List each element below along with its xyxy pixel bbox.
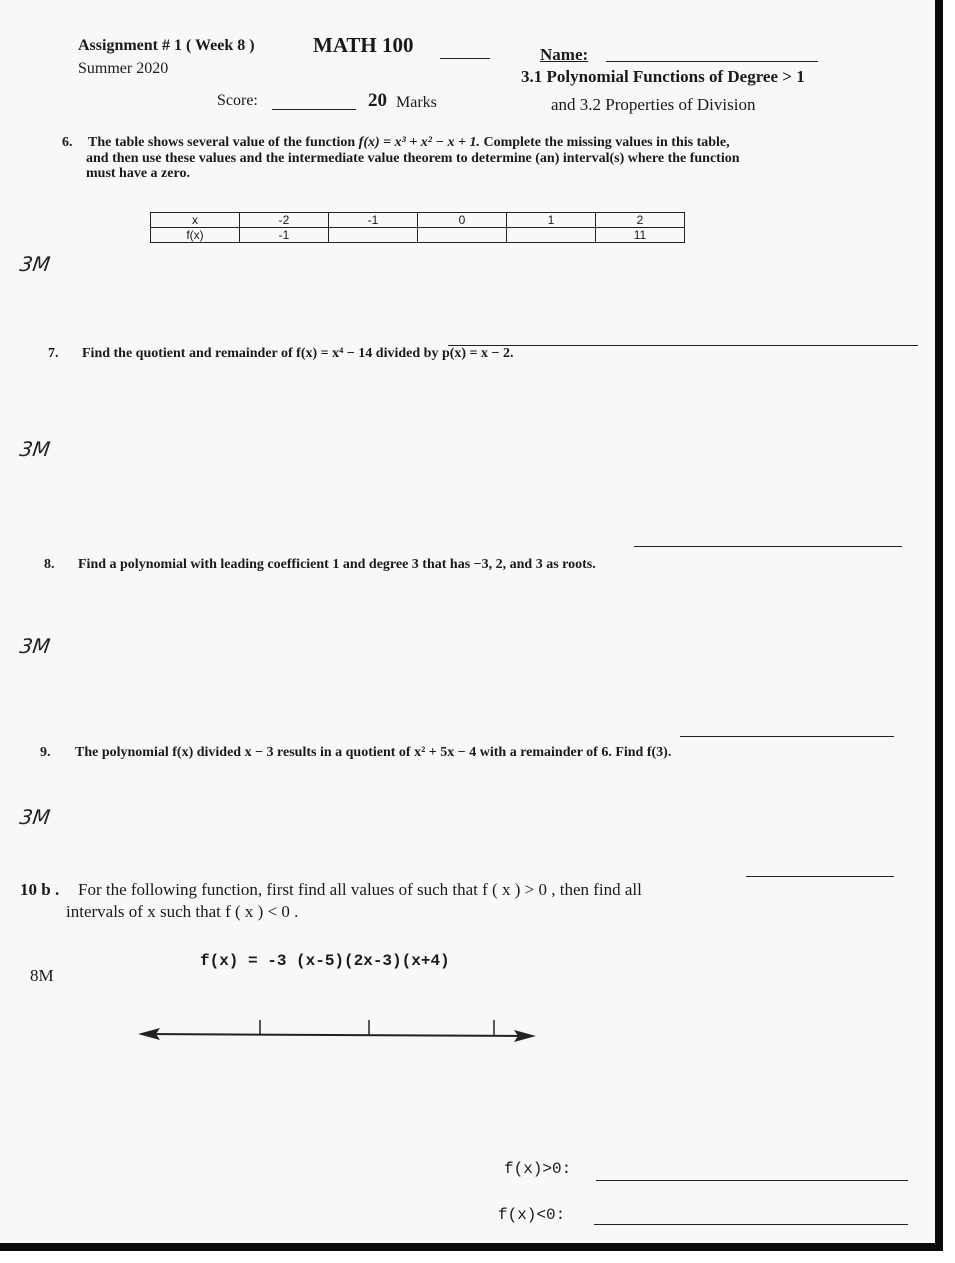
q7-marks: 3M <box>18 437 52 461</box>
q10-marks: 8M <box>30 966 54 985</box>
x-cell: -2 <box>240 213 329 228</box>
table-row-fx <box>151 228 685 243</box>
name-label: Name: <box>540 45 589 64</box>
fx-cell-blank[interactable] <box>507 228 596 243</box>
x-cell: -1 <box>329 213 418 228</box>
q6-line-2: and then use these values and the intermediate value theorem to determine (an) interval(s) where the function <box>86 151 740 166</box>
name-field[interactable] <box>606 42 818 62</box>
q8-number: 8. <box>44 557 55 572</box>
x-cell: 0 <box>418 213 507 228</box>
course-section-blank[interactable] <box>440 40 490 59</box>
number-line[interactable] <box>136 1012 546 1048</box>
q9-number: 9. <box>40 745 51 760</box>
fx-cell: 11 <box>596 228 685 243</box>
course-code: MATH 100 <box>313 33 414 57</box>
q10-function: f(x) = -3 (x-5)(2x-3)(x+4) <box>200 952 450 970</box>
assignment-title: Assignment # 1 ( Week 8 ) <box>78 37 255 54</box>
q10-line-1: For the following function, first find all values of such that f ( x ) > 0 , then find all <box>78 880 642 899</box>
x-cell: 1 <box>507 213 596 228</box>
q8-marks: 3M <box>18 634 52 658</box>
q6-function: f(x) = x³ + x² − x + 1. <box>358 135 480 150</box>
q10-negative-answer-line[interactable] <box>594 1224 908 1225</box>
q7-number: 7. <box>48 346 59 361</box>
q10-positive-label: f(x)>0: <box>504 1160 572 1178</box>
q10-line-2: intervals of x such that f ( x ) < 0 . <box>66 902 299 921</box>
topic-line-1-text: 3.1 Polynomial Functions of Degree > 1 <box>521 67 805 86</box>
term: Summer 2020 <box>78 60 169 77</box>
marks-value: 20 <box>368 90 387 111</box>
q8-text: Find a polynomial with leading coefficient 1 and degree 3 that has −3, 2, and 3 as roots. <box>78 557 596 572</box>
q6-number: 6. <box>62 135 73 150</box>
topic-line-1 <box>521 67 805 87</box>
fx-cell: -1 <box>240 228 329 243</box>
q7-text: Find the quotient and remainder of f(x) = x⁴ − 14 divided by p(x) = x − 2. <box>82 346 514 361</box>
q6-answer-line[interactable] <box>448 345 918 346</box>
q10-positive-answer-line[interactable] <box>596 1180 908 1181</box>
score-field[interactable] <box>272 90 356 110</box>
q9-answer-line[interactable] <box>746 876 894 877</box>
fx-header-cell: f(x) <box>151 228 240 243</box>
q6-text-b: Complete the missing values in this table, <box>483 135 730 150</box>
score-label: Score: <box>217 92 258 109</box>
fx-cell-blank[interactable] <box>329 228 418 243</box>
topic-line-2: and 3.2 Properties of Division <box>551 95 756 114</box>
table-row-x <box>151 213 685 228</box>
x-header-cell: x <box>151 213 240 228</box>
q9-marks: 3M <box>18 805 52 829</box>
q6-line-3: must have a zero. <box>86 166 190 181</box>
q9-text: The polynomial f(x) divided x − 3 results in a quotient of x² + 5x − 4 with a remainder of 6. Find f(3). <box>75 745 672 760</box>
q6-marks: 3M <box>18 252 52 276</box>
q6-value-table <box>150 212 685 243</box>
x-cell: 2 <box>596 213 685 228</box>
q6-line-1 <box>88 135 730 151</box>
q8-answer-line[interactable] <box>680 736 894 737</box>
q10-negative-label: f(x)<0: <box>498 1206 566 1224</box>
q7-answer-line[interactable] <box>634 546 902 547</box>
q6-text-a: The table shows several value of the function <box>88 135 356 150</box>
q10-number: 10 b . <box>20 880 60 899</box>
fx-cell-blank[interactable] <box>418 228 507 243</box>
marks-label: Marks <box>396 94 437 111</box>
number-line-axis <box>146 1034 524 1036</box>
